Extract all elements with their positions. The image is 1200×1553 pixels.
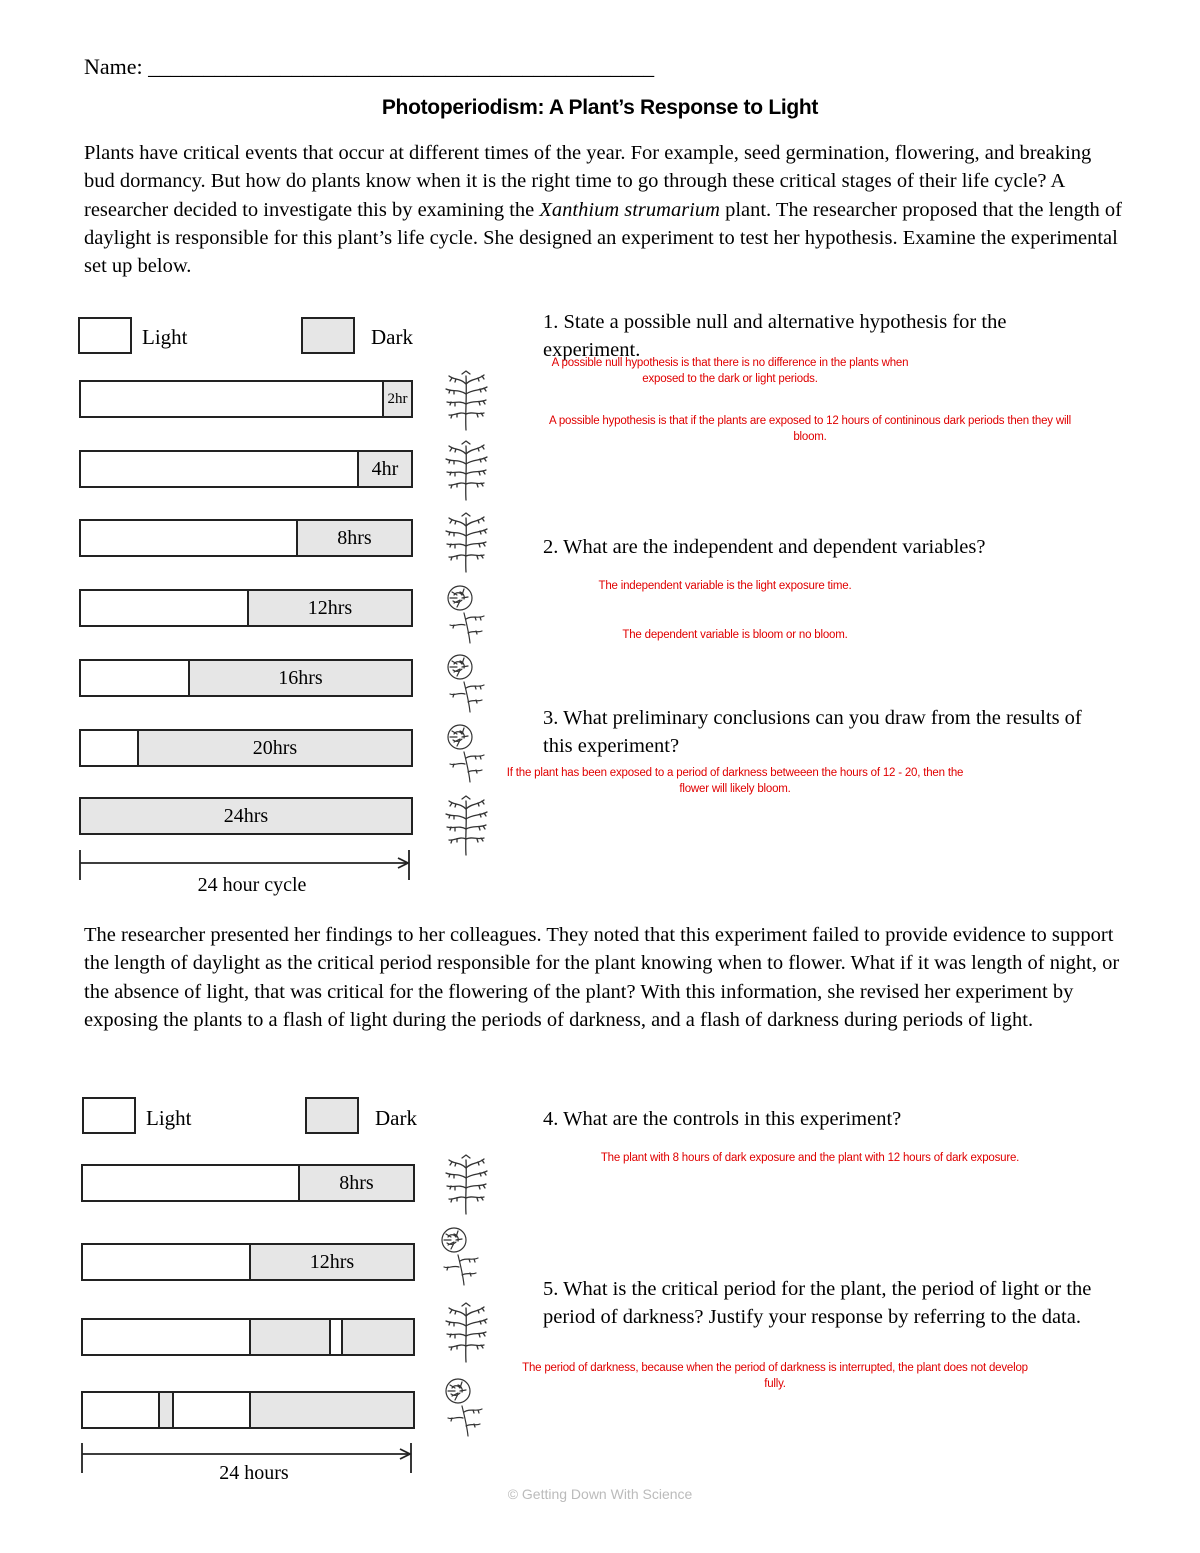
- middle-paragraph: The researcher presented her findings to her colleagues. They noted that this experiment failed to provide evidence to support the length of daylight as the critical period responsible for the plant knowing when to flower. What if it was length of night, or the absence of light, that was critical for the flowering of the plant? With this information, she revised her experiment by exposing the plants to a flash of light during the periods of darkness, and a flash of darkness during periods of light.: [84, 924, 1120, 1031]
- exp2-bar-light-interrupted: [81, 1391, 415, 1429]
- answer-1-null: A possible null hypothesis is that there is no difference in the plants when exposed to the dark or light periods.: [551, 357, 909, 385]
- exp1-bar-12hrs: [79, 589, 413, 627]
- question-4: 4. What are the controls in this experiment?: [543, 1108, 902, 1130]
- exp1-bar-16hrs: [79, 659, 413, 697]
- species-name: Xanthium strumarium: [539, 198, 720, 221]
- legend-light-swatch: [78, 317, 132, 354]
- legend-dark-swatch: [305, 1097, 359, 1134]
- dark-segment: 4hr: [357, 452, 411, 486]
- legend-dark-label: Dark: [371, 325, 413, 349]
- dark-segment: [249, 1393, 413, 1427]
- question-3: 3. What preliminary conclusions can you draw from the results of this experiment?: [543, 707, 1082, 758]
- exp1-axis-label: 24 hour cycle: [197, 874, 307, 896]
- exp1-bar-8hrs: [79, 519, 413, 557]
- question-2: 2. What are the independent and dependent variables?: [543, 536, 986, 558]
- intro-paragraph: Plants have critical events that occur at different times of the year. For example, seed germination, flowering, and breaking bud dormancy. But how do plants know when it is the right time to go through these critical stages of their life cycle? A researcher decided to investigate this by examining the Xanthium strumarium plant. The researcher proposed that the length of daylight is responsible for this plant’s life cycle. She designed an experiment to test her hypothesis. Examine the experimental set up below.: [84, 142, 1123, 278]
- vegetative-plant-icon: [440, 1154, 492, 1216]
- legend-light-label: Light: [146, 1106, 192, 1130]
- exp2-bar-dark-interrupted: [81, 1318, 415, 1356]
- flowering-plant-icon: [440, 583, 492, 645]
- flowering-plant-icon: [440, 652, 492, 714]
- dark-segment: 16hrs: [188, 661, 411, 695]
- legend-dark-swatch: [301, 317, 355, 354]
- dark-segment: 20hrs: [137, 731, 411, 765]
- exp2-bar-8hrs: [81, 1164, 415, 1202]
- answer-3: If the plant has been exposed to a period of darkness betweeen the hours of 12 - 20, then the flower will likely bloom.: [506, 767, 964, 795]
- legend-light-swatch: [82, 1097, 136, 1134]
- vegetative-plant-icon: [440, 1302, 492, 1364]
- vegetative-plant-icon: [440, 370, 492, 432]
- dark-segment: 12hrs: [247, 591, 411, 625]
- answer-2-dependent: The dependent variable is bloom or no bloom.: [622, 629, 848, 641]
- answer-2-independent: The independent variable is the light exposure time.: [598, 580, 852, 592]
- exp1-bar-2hr: [79, 380, 413, 418]
- exp1-bar-24hrs: [79, 797, 413, 835]
- exp1-bar-20hrs: [79, 729, 413, 767]
- light-flash-segment: [329, 1320, 343, 1354]
- flowering-plant-icon: [434, 1225, 486, 1287]
- dark-segment: 24hrs: [81, 799, 411, 833]
- dark-flash-segment: [158, 1393, 174, 1427]
- answer-4: The plant with 8 hours of dark exposure and the plant with 12 hours of dark exposure.: [600, 1152, 1020, 1164]
- legend-light-label: Light: [142, 325, 188, 349]
- flowering-plant-icon: [438, 1376, 490, 1438]
- dark-segment: 8hrs: [296, 521, 411, 555]
- dark-segment: 2hr: [382, 382, 411, 416]
- question-5: 5. What is the critical period for the plant, the period of light or the period of darkness? Justify your response by referring to the data.: [543, 1278, 1092, 1329]
- exp2-axis-label: 24 hours: [219, 1462, 289, 1484]
- flowering-plant-icon: [440, 722, 492, 784]
- vegetative-plant-icon: [440, 512, 492, 574]
- exp1-bar-4hr: [79, 450, 413, 488]
- page-title: Photoperiodism: A Plant’s Response to Light: [381, 96, 819, 119]
- vegetative-plant-icon: [440, 795, 492, 857]
- legend-dark-label: Dark: [375, 1106, 417, 1130]
- dark-segment: 12hrs: [249, 1245, 413, 1279]
- exp2-bar-12hrs: [81, 1243, 415, 1281]
- question-1: 1. State a possible null and alternative hypothesis for the experiment.: [543, 311, 1007, 362]
- answer-5: The period of darkness, because when the period of darkness is interrupted, the plant does not develop fully.: [522, 1362, 1028, 1390]
- name-field[interactable]: Name: ______________________________________________: [84, 54, 655, 79]
- copyright-footer: © Getting Down With Science: [507, 1486, 693, 1502]
- dark-segment: 8hrs: [298, 1166, 413, 1200]
- answer-1-alt: A possible hypothesis is that if the plants are exposed to 12 hours of contininous dark periods then they will bloom.: [548, 415, 1072, 443]
- vegetative-plant-icon: [440, 440, 492, 502]
